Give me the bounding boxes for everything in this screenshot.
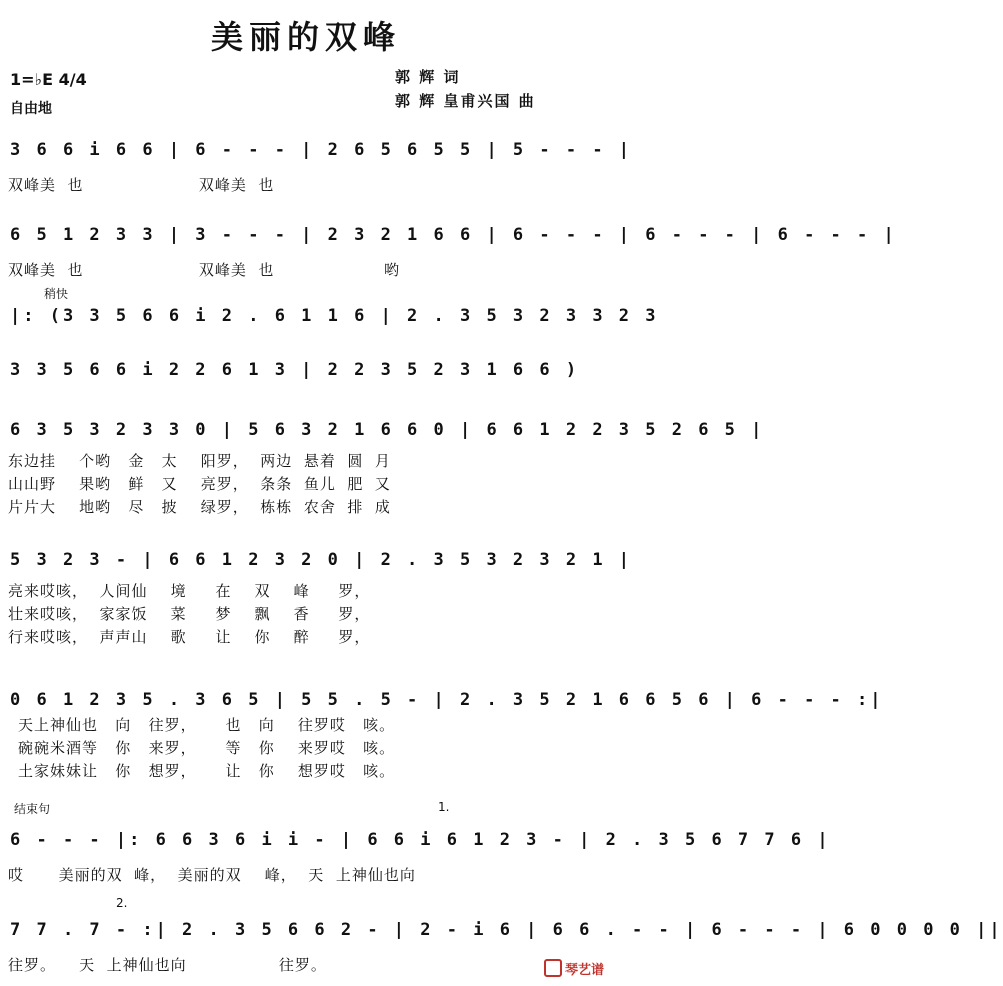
notation-line: 6 - - - |: 6 6 3 6 i i - | 6 6 i 6 1 2 3 - | 2 . 3 5 6 7 7 6 | <box>10 830 831 850</box>
notation-line: 3 6 6 i 6 6 | 6 - - - | 2 6 5 6 5 5 | 5 - - - | <box>10 140 633 160</box>
lyric-line: 山山野 果哟 鲜 又 亮罗， 条条 鱼儿 肥 又 <box>8 475 391 493</box>
composer-credit: 郭 辉 皇甫兴国 曲 <box>395 92 536 110</box>
lyric-line: 土家妹妹让 你 想罗， 让 你 想罗哎 咳。 <box>18 762 396 780</box>
lyric-line: 双峰美 也 双峰美 也 哟 <box>8 261 401 279</box>
notation-line: 3 3 5 6 6 i 2 2 6 1 3 | 2 2 3 5 2 3 1 6 6 ) <box>10 360 580 380</box>
lyricist-credit: 郭 辉 词 <box>395 68 461 86</box>
score-row <box>0 130 633 200</box>
lyric-line: 片片大 地哟 尽 披 绿罗， 栋栋 农舍 排 成 <box>8 498 391 516</box>
lyric-line: 双峰美 也 双峰美 也 <box>8 176 275 194</box>
tempo-marking: 自由地 <box>10 101 52 117</box>
score-row <box>0 680 884 780</box>
volta-2-label: 2. <box>116 896 128 910</box>
ending-phrase-label: 结束句 <box>14 802 51 816</box>
notation-line: 6 5 1 2 3 3 | 3 - - - | 2 3 2 1 6 6 | 6 - - - | 6 - - - | 6 - - - | <box>10 225 897 245</box>
notation-line: |: (3 3 5 6 6 i 2 . 6 1 1 6 | 2 . 3 5 3 2 3 3 2 3 <box>10 306 659 326</box>
score-row <box>0 820 831 890</box>
watermark-text: 琴艺谱 <box>564 963 604 978</box>
tempo-change-label: 稍快 <box>44 287 69 301</box>
volta-1-label: 1. <box>438 800 450 814</box>
score-row <box>0 215 897 285</box>
score-row <box>0 540 633 646</box>
page-title: 美丽的双峰 <box>210 18 401 56</box>
notation-line: 7 7 . 7 - :| 2 . 3 5 6 6 2 - | 2 - i 6 | 6 6 . - - | 6 - - - | 6 0 0 0 0 || <box>10 920 1003 940</box>
notation-line: 5 3 2 3 - | 6 6 1 2 3 2 0 | 2 . 3 5 3 2 3 2 1 | <box>10 550 633 570</box>
lyric-line: 亮来哎咳， 人间仙 境 在 双 峰 罗， <box>8 582 371 600</box>
score-row <box>0 410 765 516</box>
key-signature: 1=♭E 4/4 <box>10 70 87 89</box>
lyric-line: 行来哎咳， 声声山 歌 让 你 醉 罗， <box>8 628 371 646</box>
notation-line: 6 3 5 3 2 3 3 0 | 5 6 3 2 1 6 6 0 | 6 6 1 2 2 3 5 2 6 5 | <box>10 420 765 440</box>
site-watermark <box>544 959 604 978</box>
lyric-line: 东边挂 个哟 金 太 阳罗， 两边 悬着 圆 月 <box>8 452 391 470</box>
logo-icon <box>544 959 562 977</box>
lyric-line: 碗碗米酒等 你 来罗， 等 你 来罗哎 咳。 <box>18 739 396 757</box>
notation-line: 0 6 1 2 3 5 . 3 6 5 | 5 5 . 5 - | 2 . 3 5 2 1 6 6 5 6 | 6 - - - :| <box>10 690 884 710</box>
lyric-line: 哎 美丽的双 峰， 美丽的双 峰， 天 上神仙也向 <box>8 866 416 884</box>
lyric-line: 壮来哎咳， 家家饭 菜 梦 飘 香 罗， <box>8 605 371 623</box>
score-row <box>0 910 1003 980</box>
lyric-line: 往罗。 天 上神仙也向 往罗。 <box>8 956 327 974</box>
lyric-line: 天上神仙也 向 往罗， 也 向 往罗哎 咳。 <box>18 716 396 734</box>
